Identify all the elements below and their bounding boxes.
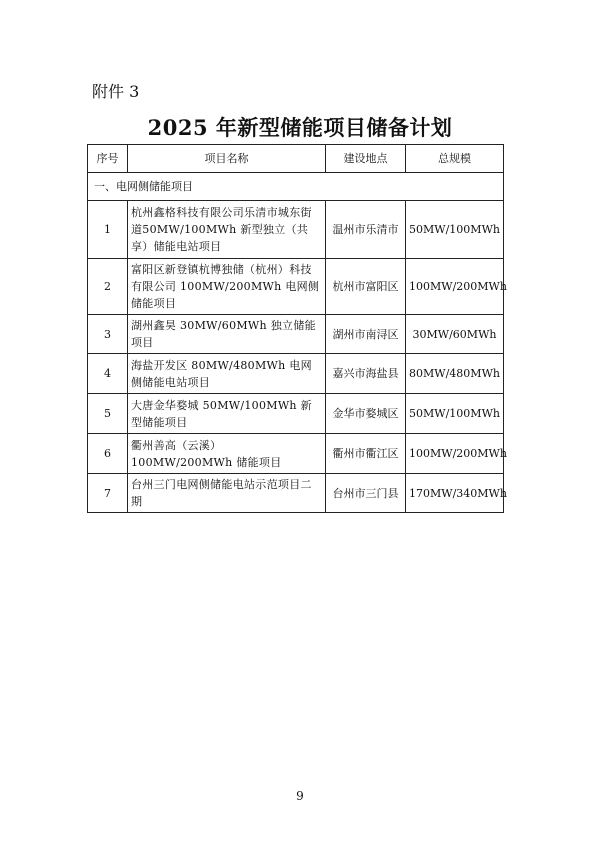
cell-no: 4 xyxy=(88,354,128,394)
cell-scale: 50MW/100MWh xyxy=(406,201,504,259)
table-row xyxy=(88,201,504,259)
document-title: 2025 年新型储能项目储备计划 xyxy=(147,115,453,140)
cell-name: 富阳区新登镇杭博独储（杭州）科技有限公司 100MW/200MWh 电网侧储能项目 xyxy=(128,259,326,315)
table-header-row xyxy=(88,145,504,173)
project-table xyxy=(87,144,507,513)
table-row xyxy=(88,394,504,434)
cell-no: 5 xyxy=(88,394,128,434)
cell-name: 衢州善高（云溪）100MW/200MWh 储能项目 xyxy=(128,434,326,474)
cell-scale: 100MW/200MWh xyxy=(406,434,504,474)
cell-scale: 50MW/100MWh xyxy=(406,394,504,434)
header-no: 序号 xyxy=(88,145,128,173)
cell-name: 海盐开发区 80MW/480MWh 电网侧储能电站项目 xyxy=(128,354,326,394)
table-row xyxy=(88,315,504,354)
cell-no: 2 xyxy=(88,259,128,315)
cell-location: 嘉兴市海盐县 xyxy=(326,354,406,394)
table-row xyxy=(88,434,504,474)
table-row xyxy=(88,354,504,394)
cell-no: 7 xyxy=(88,474,128,513)
section-row xyxy=(88,173,504,201)
cell-no: 1 xyxy=(88,201,128,259)
cell-location: 台州市三门县 xyxy=(326,474,406,513)
cell-scale: 80MW/480MWh xyxy=(406,354,504,394)
table-row xyxy=(88,474,504,513)
cell-scale: 100MW/200MWh xyxy=(406,259,504,315)
cell-name: 台州三门电网侧储能电站示范项目二期 xyxy=(128,474,326,513)
cell-no: 3 xyxy=(88,315,128,354)
page-number: 9 xyxy=(296,789,304,803)
cell-location: 湖州市南浔区 xyxy=(326,315,406,354)
header-location: 建设地点 xyxy=(326,145,406,173)
cell-location: 衢州市衢江区 xyxy=(326,434,406,474)
cell-location: 金华市婺城区 xyxy=(326,394,406,434)
cell-scale: 170MW/340MWh xyxy=(406,474,504,513)
cell-name: 杭州鑫格科技有限公司乐清市城东街道50MW/100MWh 新型独立（共享）储能电站项目 xyxy=(128,201,326,259)
cell-location: 温州市乐清市 xyxy=(326,201,406,259)
cell-no: 6 xyxy=(88,434,128,474)
section-title: 一、电网侧储能项目 xyxy=(88,173,504,201)
cell-scale: 30MW/60MWh xyxy=(406,315,504,354)
table-row xyxy=(88,259,504,315)
header-name: 项目名称 xyxy=(128,145,326,173)
cell-location: 杭州市富阳区 xyxy=(326,259,406,315)
cell-name: 大唐金华婺城 50MW/100MWh 新型储能项目 xyxy=(128,394,326,434)
cell-name: 湖州鑫昊 30MW/60MWh 独立储能项目 xyxy=(128,315,326,354)
header-scale: 总规模 xyxy=(406,145,504,173)
attachment-label: 附件 3 xyxy=(92,82,140,101)
